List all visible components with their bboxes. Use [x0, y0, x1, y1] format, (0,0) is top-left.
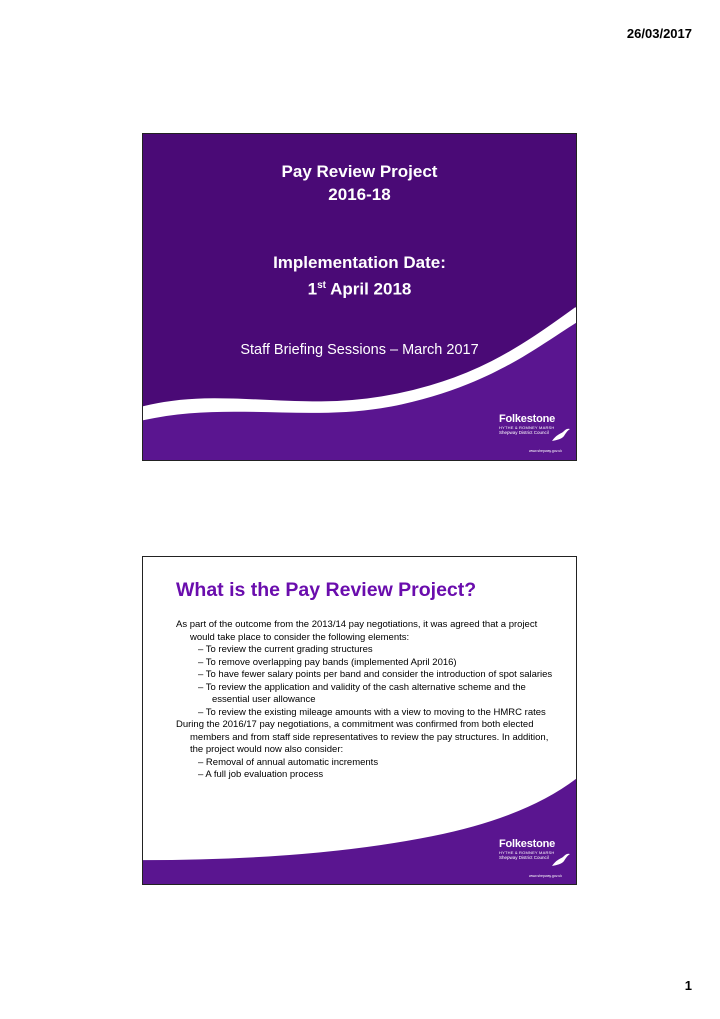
- horse-icon: [551, 852, 571, 868]
- slide1-subtitle: Staff Briefing Sessions – March 2017: [240, 342, 479, 358]
- slide1-title: Pay Review Project 2016-18: [281, 162, 438, 204]
- list-item: – To review the current grading structures: [198, 644, 373, 655]
- title-slide: [142, 133, 577, 461]
- council-logo: Folkestone HYTHE & ROMNEY MARSH Shepway District Council www.shepway.gov.uk: [499, 838, 555, 861]
- list-item: – A full job evaluation process: [198, 769, 324, 780]
- second-paragraph: During the 2016/17 pay negotiations, a commitment was confirmed from both elected members and from staff side representatives to review the pay structures. In addition, the project would now also consider:: [176, 719, 549, 755]
- page-date: 26/03/2017: [626, 26, 692, 41]
- list-item: – To remove overlapping pay bands (implemented April 2016): [198, 656, 457, 668]
- slide2-title: What is the Pay Review Project?: [176, 579, 477, 601]
- page-number: 1: [684, 978, 692, 993]
- horse-icon: [551, 427, 571, 443]
- slide1-implementation-date: Implementation Date: 1st April 2018: [273, 253, 446, 299]
- list-item: – Removal of annual automatic increments: [198, 756, 379, 768]
- content-slide: [142, 556, 577, 885]
- intro-paragraph: As part of the outcome from the 2013/14 pay negotiations, it was agreed that a project would take place to consider the following elements:: [176, 619, 538, 643]
- list-item: – To have fewer salary points per band and consider the introduction of spot salaries: [198, 669, 553, 680]
- list-item: – To review the application and validity of the cash alternative scheme and the essential user allowance: [198, 681, 526, 705]
- list-item: – To review the existing mileage amounts with a view to moving to the HMRC rates: [198, 706, 546, 718]
- slide2-body: [176, 619, 556, 782]
- council-logo: Folkestone HYTHE & ROMNEY MARSH Shepway District Council www.shepway.gov.uk: [499, 413, 555, 436]
